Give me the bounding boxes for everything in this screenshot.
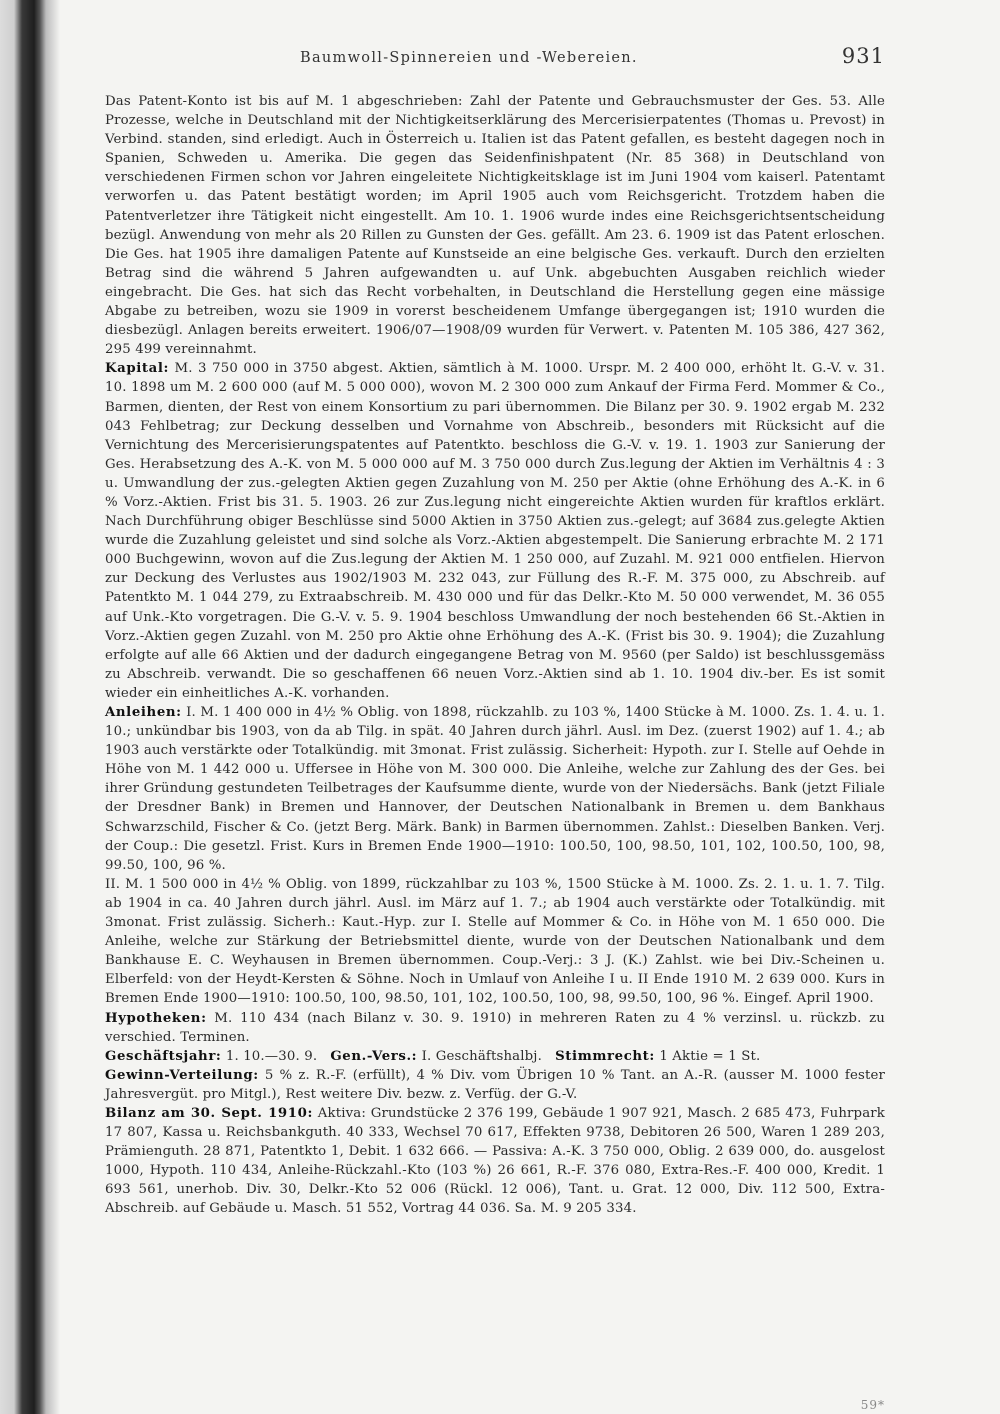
paragraph-text: I. Geschäftshalbj. bbox=[421, 1048, 542, 1064]
section-label-kapital: Kapital: bbox=[105, 361, 170, 377]
paragraph-kapital bbox=[105, 359, 885, 703]
paragraph-text: 1 Aktie = 1 St. bbox=[659, 1048, 761, 1064]
paragraph-hypotheken bbox=[105, 1009, 885, 1047]
paragraph-text: Aktiva: Grundstücke 2 376 199, Gebäude 1 907 921, Masch. 2 685 473, Fuhrpark 17 807, Kassa u. Reichsbankguth. 40 333, Wechsel 70 617, Effekten 9738, Debitoren 26 500, Waren 1 289 203, Prämienguth. 28 871, Patentkto 1, Debit. 1 632 666. — Passiva: A.-K. 3 750 000, Oblig. 2 639 000, do. ausgelost 1000, Hypoth. 110 434, Anleihe-Rückzahl.-Kto (103 %) 26 661, R.-F. 376 080, Extra-Res.-F. 400 000, Kredit. 1 693 561, unerhob. Div. 30, Delkr.-Kto 52 006 (Rückl. 12 006), Tant. u. Grat. 12 000, Div. 112 500, Extra-Abschreib. auf Gebäude u. Masch. 51 552, Vortrag 44 036. Sa. M. 9 205 334. bbox=[105, 1105, 885, 1217]
page-header bbox=[105, 42, 885, 72]
section-label-stimmrecht: Stimmrecht: bbox=[555, 1048, 655, 1064]
section-label-hypotheken: Hypotheken: bbox=[105, 1010, 207, 1026]
section-label-anleihen: Anleihen: bbox=[105, 705, 182, 720]
scan-binding-edge bbox=[0, 0, 60, 1414]
paragraph-gewinn-verteilung bbox=[105, 1066, 885, 1104]
paragraph-text: 5 % z. R.-F. (erfüllt), 4 % Div. vom Übrigen 10 % Tant. an A.-R. (ausser M. 1000 fester Jahresvergüt. pro Mitgl.), Rest weitere Div. bezw. z. Verfüg. der G.-V. bbox=[105, 1067, 885, 1102]
paragraph-text: 1. 10.—30. 9. bbox=[225, 1048, 318, 1064]
paragraph-patent-konto bbox=[105, 92, 885, 359]
page-body bbox=[105, 92, 885, 1219]
paragraph-bilanz bbox=[105, 1104, 885, 1219]
section-label-geschaeftsjahr: Geschäftsjahr: bbox=[105, 1048, 222, 1064]
paragraph-anleihen-2 bbox=[105, 875, 885, 1009]
paragraph-geschaeftsjahr bbox=[105, 1047, 885, 1066]
section-label-gen-vers: Gen.-Vers.: bbox=[330, 1048, 418, 1064]
section-label-gewinn-verteilung: Gewinn-Verteilung: bbox=[105, 1067, 259, 1083]
paragraph-text: II. M. 1 500 000 in 4½ % Oblig. von 1899, rückzahlbar zu 103 %, 1500 Stücke à M. 1000. Zs. 2. 1. u. 1. 7. Tilg. ab 1904 in ca. 40 Jahren durch jährl. Ausl. im März auf 1. 7.; ab 1904 auch verstärkte oder Totalkündig. mit 3monat. Frist zulässig. Sicherh.: Kaut.-Hyp. zur I. Stelle auf Mommer & Co. in Höhe von M. 1 650 000. Die Anleihe, welche zur Stärkung der Betriebsmittel diente, wurde von der Deutschen Nationalbank und dem Bankhause E. C. Weyhausen in Bremen übernommen. Coup.-Verj.: 3 J. (K.) Zahlst. wie bei Div.-Scheinen u. Elberfeld: von der Heydt-Kersten & Söhne. Noch in Umlauf von Anleihe I u. II Ende 1910 M. 2 639 000. Kurs in Bremen Ende 1900—1910: 100.50, 100, 98.50, 101, 102, 100.50, 100, 98, 99.50, 100, 96 %. Eingef. April 1900. bbox=[105, 876, 885, 1007]
running-head: Baumwoll-Spinnereien und -Webereien. bbox=[300, 50, 638, 66]
section-label-bilanz: Bilanz am 30. Sept. 1910: bbox=[105, 1105, 313, 1121]
paragraph-text: M. 3 750 000 in 3750 abgest. Aktien, sämtlich à M. 1000. Urspr. M. 2 400 000, erhöht lt. G.-V. v. 31. 10. 1898 um M. 2 600 000 (auf M. 5 000 000), wovon M. 2 300 000 zum Ankauf der Firma Ferd. Mommer & Co., Barmen, dienten, der Rest von einem Konsortium zu pari übernommen. Die Bilanz per 30. 9. 1902 ergab M. 232 043 Fehlbetrag; zur Deckung desselben und Vornahme von Abschreib., besonders mit Rücksicht auf die Vernichtung des Mercerisierungspatentes auf Patentkto. beschloss die G.-V. v. 19. 1. 1903 zur Sanierung der Ges. Herabsetzung des A.-K. von M. 5 000 000 auf M. 3 750 000 durch Zus.legung der Aktien im Verhältnis 4 : 3 u. Umwandlung der zus.-gelegten Aktien gegen Zuzahlung von M. 250 per Aktie (ohne Erhöhung des A.-K. in 6 % Vorz.-Aktien. Frist bis 31. 5. 1903. 26 zur Zus.legung nicht eingereichte Aktien wurden für kraftlos erklärt. Nach Durchführung obiger Beschlüsse sind 5000 Aktien in 3750 Aktien zus.-gelegt; auf 3684 zus.gelegte Aktien wurde die Zuzahlung geleistet und sind solche als Vorz.-Aktien abgestempelt. Die Sanierung erbrachte M. 2 171 000 Buchgewinn, wovon auf die Zus.legung der Aktien M. 1 250 000, auf Zuzahl. M. 921 000 entfielen. Hiervon zur Deckung des Verlustes aus 1902/1903 M. 232 043, zur Füllung des R.-F. M. 375 000, zu Abschreib. auf Patentkto M. 1 044 279, zu Extraabschreib. M. 430 000 und für das Delkr.-Kto M. 50 000 verwendet, M. 36 055 auf Unk.-Kto vorgetragen. Die G.-V. v. 5. 9. 1904 beschloss Umwandlung der noch bestehenden 66 St.-Aktien in Vorz.-Aktien gegen Zuzahl. von M. 250 pro Aktie ohne Erhöhung des A.-K. (Frist bis 30. 9. 1904); die Zuzahlung erfolgte auf alle 66 Aktien und der dadurch eingegangene Betrag von M. 9560 (per Saldo) ist beschlussgemäss zu Abschreib. verwandt. Die so geschaffenen 66 neuen Vorz.-Aktien sind ab 1. 10. 1904 div.-ber. Es ist somit wieder ein einheitliches A.-K. vorhanden. bbox=[105, 361, 885, 701]
page-number: 931 bbox=[841, 44, 885, 68]
paragraph-anleihen-1 bbox=[105, 703, 885, 875]
paragraph-text: Das Patent-Konto ist bis auf M. 1 abgeschrieben: Zahl der Patente und Gebrauchsmuster der Ges. 53. Alle Prozesse, welche in Deutschland mit der Nichtigkeitserklärung des Mercerisierpatentes (Thomas u. Prevost) in Verbind. standen, sind erledigt. Auch in Österreich u. Italien ist das Patent gefallen, es besteht dagegen noch in Spanien, Schweden u. Amerika. Die gegen das Seidenfinishpatent (Nr. 85 368) in Deutschland von verschiedenen Firmen schon vor Jahren eingeleitete Nichtigkeitsklage ist im Juni 1904 vom kaiserl. Patentamt verworfen u. das Patent bestätigt worden; im April 1905 auch vom Reichsgericht. Trotzdem haben die Patentverletzer ihre Tätigkeit nicht eingestellt. Am 10. 1. 1906 wurde indes eine Reichsgerichtsentscheidung bezügl. Anwendung von mehr als 20 Rillen zu Gunsten der Ges. gefällt. Am 23. 6. 1909 ist das Patent erloschen. Die Ges. hat 1905 ihre damaligen Patente auf Kunstseide an eine belgische Ges. verkauft. Durch den erzielten Betrag sind die während 5 Jahren aufgewandten u. auf Unk. abgebuchten Ausgaben reichlich wieder eingebracht. Die Ges. hat sich das Recht vorbehalten, in Deutschland die Herstellung gegen eine mässige Abgabe zu betreiben, wozu sie 1909 in vorerst bescheidenem Umfange übergegangen ist; 1910 wurden die diesbezügl. Anlagen bereits erweitert. 1906/07—1908/09 wurden für Verwert. v. Patenten M. 105 386, 427 362, 295 499 vereinnahmt. bbox=[105, 94, 885, 358]
paragraph-text: I. M. 1 400 000 in 4½ % Oblig. von 1898, rückzahlb. zu 103 %, 1400 Stücke à M. 1000. Zs. 1. 4. u. 1. 10.; unkündbar bis 1903, von da ab Tilg. in spät. 40 Jahren durch jährl. Ausl. im Dez. (zuerst 1902) auf 1. 4.; ab 1903 auch verstärkte oder Totalkündig. mit 3monat. Frist zulässig. Sicherheit: Hypoth. zur I. Stelle auf Oehde in Höhe von M. 1 442 000 u. Uffersee in Höhe von M. 300 000. Die Anleihe, welche zur Zahlung des der Ges. bei ihrer Gründung gestundeten Teilbetrages der Kaufsumme diente, wurde von der Niedersächs. Bank (jetzt Filiale der Dresdner Bank) in Bremen und Hannover, der Deutschen Nationalbank in Bremen u. dem Bankhaus Schwarzschild, Fischer & Co. (jetzt Berg. Märk. Bank) in Barmen übernommen. Zahlst.: Dieselben Banken. Verj. der Coup.: Die gesetzl. Frist. Kurs in Bremen Ende 1900—1910: 100.50, 100, 98.50, 101, 102, 100.50, 100, 98, 99.50, 100, 96 %. bbox=[105, 705, 885, 873]
paragraph-text: M. 110 434 (nach Bilanz v. 30. 9. 1910) in mehreren Raten zu 4 % verzinsl. u. rückzb. zu verschied. Terminen. bbox=[105, 1010, 885, 1045]
signature-mark: 59* bbox=[860, 1398, 885, 1412]
